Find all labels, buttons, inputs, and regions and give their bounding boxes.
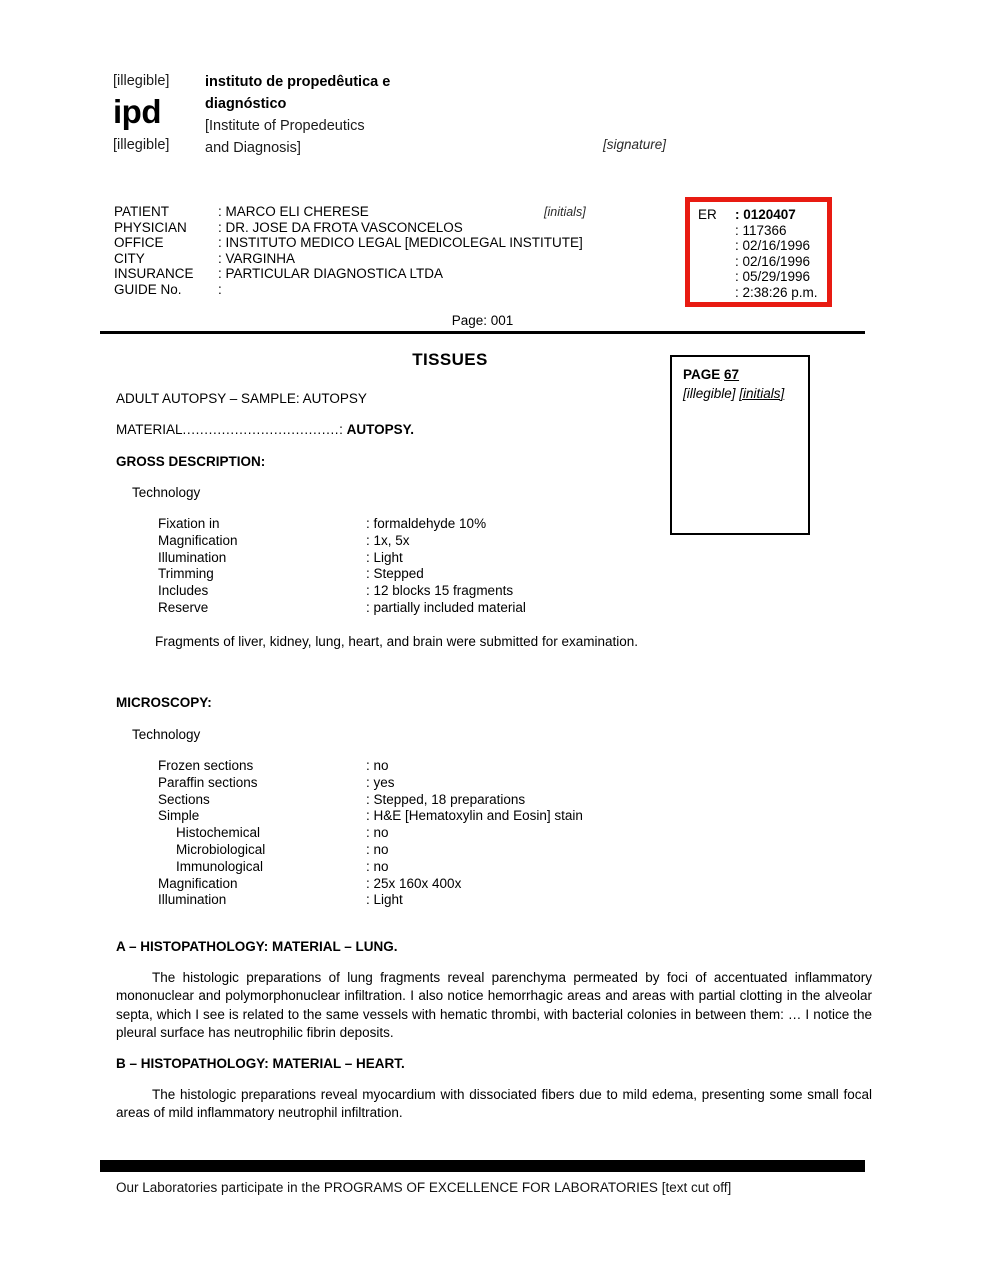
- ipd-logo: ipd: [113, 93, 161, 130]
- row-value: : no: [366, 858, 389, 874]
- er-number-box: [685, 197, 832, 307]
- patient-field-label: PATIENT: [114, 204, 170, 219]
- table-row: [158, 859, 678, 876]
- letterhead-illegible-top: [illegible]: [113, 73, 170, 89]
- page-stamp-label: PAGE: [683, 367, 721, 382]
- table-row: [158, 892, 678, 909]
- er-value: : 2:38:26 p.m.: [735, 284, 818, 300]
- patient-field-value: : PARTICULAR DIAGNOSTICA LTDA: [218, 266, 444, 282]
- fragments-note: Fragments of liver, kidney, lung, heart, and brain were submitted for examination.: [155, 634, 638, 649]
- row-key: Includes: [158, 583, 209, 599]
- row-key: Reserve: [158, 599, 209, 615]
- row-value: : no: [366, 758, 389, 773]
- institute-translation-line2: and Diagnosis]: [205, 140, 301, 156]
- er-value: : 02/16/1996: [735, 253, 811, 269]
- institute-name-line1: instituto de propedêutica e: [205, 74, 391, 90]
- letterhead: [113, 70, 633, 159]
- microscopy-technology-subheading: Technology: [132, 727, 201, 742]
- table-row: [158, 808, 678, 825]
- row-value: : partially included material: [366, 599, 526, 615]
- patient-field-value: : VARGINHA: [218, 250, 296, 266]
- table-row: [158, 550, 678, 567]
- row-key: Frozen sections: [158, 758, 254, 773]
- row-key: Illumination: [158, 892, 227, 908]
- material-label: MATERIAL: [116, 422, 183, 437]
- row-key: Microbiological: [176, 841, 266, 857]
- table-row: [158, 876, 678, 893]
- header-divider: [100, 331, 865, 334]
- letterhead-illegible-bottom: [illegible]: [113, 137, 170, 153]
- institute-translation-line1: [Institute of Propedeutics: [205, 118, 365, 134]
- er-value: : 05/29/1996: [735, 269, 811, 285]
- row-value: : Light: [366, 549, 403, 565]
- row-value: : 1x, 5x: [366, 532, 410, 548]
- histopathology-b-heading: B – HISTOPATHOLOGY: MATERIAL – HEART.: [116, 1056, 405, 1071]
- er-row: [698, 223, 823, 239]
- material-dots: ....................................: [182, 422, 340, 437]
- microscopy-heading: MICROSCOPY:: [116, 695, 212, 710]
- er-row: [698, 254, 823, 270]
- patient-row: [114, 251, 534, 267]
- er-value: : 117366: [735, 222, 787, 238]
- patient-row: [114, 204, 534, 220]
- histopathology-a-heading: A – HISTOPATHOLOGY: MATERIAL – LUNG.: [116, 939, 398, 954]
- row-key: Paraffin sections: [158, 774, 258, 790]
- page-stamp-number: 67: [724, 367, 740, 382]
- patient-row: [114, 220, 534, 236]
- histopathology-a-paragraph: The histologic preparations of lung fragments reveal parenchyma permeated by foci of accentuated inflammatory mononuclear and polymorphonuclear infiltration. I also notice hemorrhagic areas and areas with partial clotting in the alveolar septa, which I see is related to the same vessels with hematic thrombi, with bacterial colonies in between them: … I notice the pleural surface has neutrophilic fibrin deposits.: [116, 970, 872, 1041]
- er-label-empty: [698, 285, 735, 301]
- page-title: TISSUES: [412, 350, 488, 369]
- row-key: Histochemical: [176, 825, 261, 841]
- footer-text: Our Laboratories participate in the PROGRAMS OF EXCELLENCE FOR LABORATORIES [text cut off]: [116, 1180, 732, 1195]
- row-key: Fixation in: [158, 516, 220, 531]
- table-row: [158, 758, 678, 775]
- page-stamp-initials: [initials]: [739, 386, 785, 401]
- material-line: [116, 422, 414, 437]
- signature-mark: [signature]: [603, 137, 667, 152]
- patient-row: [114, 266, 534, 282]
- gross-technology-subheading: Technology: [132, 485, 201, 500]
- row-value: : Stepped: [366, 566, 424, 582]
- institute-name-line2: diagnóstico: [205, 96, 287, 112]
- table-row: [158, 792, 678, 809]
- row-key: Trimming: [158, 566, 214, 582]
- er-value: : 02/16/1996: [735, 238, 811, 254]
- patient-field-label: PHYSICIAN: [114, 219, 187, 235]
- page-number-line: Page: 001: [451, 313, 514, 328]
- patient-initials-mark: [initials]: [544, 205, 586, 219]
- row-key: Magnification: [158, 532, 238, 548]
- patient-field-label: GUIDE No.: [114, 281, 182, 297]
- footer-black-bar: [100, 1160, 865, 1172]
- page-stamp-box: [670, 355, 810, 535]
- page-stamp-illegible: [illegible]: [683, 386, 736, 401]
- patient-row: [114, 282, 534, 298]
- row-value: : yes: [366, 774, 395, 790]
- patient-row: [114, 235, 583, 251]
- microscopy-technology-table: [158, 758, 678, 909]
- table-row: [158, 775, 678, 792]
- er-value: : 0120407: [735, 207, 796, 222]
- row-value: : H&E [Hematoxylin and Eosin] stain: [366, 808, 583, 824]
- letterhead-logo-column: [113, 70, 205, 156]
- page-stamp-label-row: [683, 365, 808, 384]
- row-key: Sections: [158, 791, 210, 807]
- er-row: [698, 285, 823, 301]
- row-value: : Light: [366, 892, 403, 908]
- table-row: [158, 825, 678, 842]
- row-key: Illumination: [158, 549, 227, 565]
- row-key: Immunological: [176, 858, 264, 874]
- gross-technology-table: [158, 516, 678, 617]
- table-row: [158, 600, 678, 617]
- patient-field-label: OFFICE: [114, 235, 164, 251]
- row-value: : no: [366, 825, 389, 841]
- histopathology-b-paragraph: The histologic preparations reveal myocardium with dissociated fibers due to mild edema, presenting some small focal areas of mild inflammatory neutrophil infiltration.: [116, 1087, 872, 1121]
- table-row: [158, 533, 678, 550]
- sample-line: ADULT AUTOPSY – SAMPLE: AUTOPSY: [116, 391, 367, 406]
- page-stamp-marks-row: [683, 384, 808, 403]
- letterhead-name-column: [205, 70, 633, 159]
- gross-description-heading: GROSS DESCRIPTION:: [116, 454, 266, 469]
- er-row: [698, 269, 823, 285]
- table-row: [158, 566, 678, 583]
- table-row: [158, 516, 678, 533]
- row-value: : formaldehyde 10%: [366, 516, 487, 531]
- table-row: [158, 842, 678, 859]
- material-separator: :: [339, 422, 347, 437]
- patient-field-label: CITY: [114, 250, 145, 266]
- er-label: ER: [698, 207, 717, 222]
- er-label-empty: [698, 238, 735, 254]
- patient-field-value: :: [218, 281, 222, 297]
- row-value: : 12 blocks 15 fragments: [366, 583, 514, 599]
- material-value: AUTOPSY.: [346, 422, 414, 437]
- patient-field-value: : MARCO ELI CHERESE: [218, 204, 369, 219]
- row-value: : Stepped, 18 preparations: [366, 791, 526, 807]
- table-row: [158, 583, 678, 600]
- er-label-empty: [698, 254, 735, 270]
- row-key: Magnification: [158, 875, 238, 891]
- er-row: [698, 238, 823, 254]
- er-row: [698, 207, 823, 223]
- patient-field-label: INSURANCE: [114, 266, 194, 282]
- patient-field-value: : DR. JOSE DA FROTA VASCONCELOS: [218, 219, 463, 235]
- row-value: : 25x 160x 400x: [366, 875, 462, 891]
- patient-field-value: : INSTITUTO MEDICO LEGAL [MEDICOLEGAL INSTITUTE]: [218, 235, 583, 251]
- er-label-empty: [698, 223, 735, 239]
- er-label-empty: [698, 269, 735, 285]
- row-value: : no: [366, 841, 389, 857]
- row-key: Simple: [158, 808, 200, 824]
